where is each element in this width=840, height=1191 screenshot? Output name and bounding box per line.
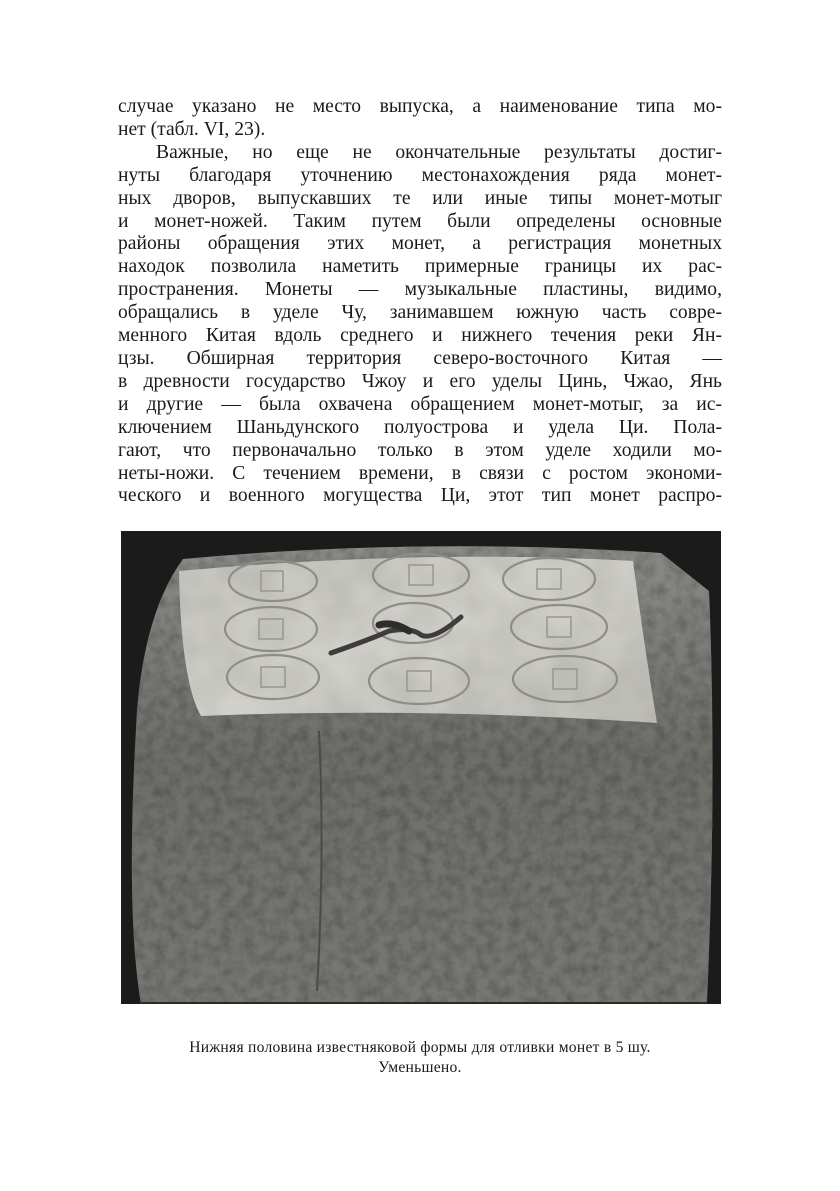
- text-line: в древности государство Чжоу и его уделы Цинь, Чжао, Янь: [118, 370, 722, 392]
- text-line: пространения. Монеты — музыкальные пластины, видимо,: [118, 279, 722, 301]
- stone-mould-photo: [121, 531, 721, 1004]
- figure-caption: [100, 1038, 740, 1078]
- text-line: ных дворов, выпускавших те или иные типы монет-мотыг: [118, 187, 722, 209]
- text-line: нет (табл. VI, 23).: [118, 118, 266, 140]
- text-line: и другие — была охвачена обращением монет-мотыг, за ис-: [118, 393, 722, 415]
- text-line: менного Китая вдоль среднего и нижнего течения реки Ян-: [118, 325, 722, 347]
- text-line: нуты благодаря уточнению местонахождения ряда монет-: [118, 164, 722, 186]
- text-line: ключением Шаньдунского полуострова и удела Ци. Пола-: [118, 416, 722, 438]
- text-line: находок позволила наметить примерные границы их рас-: [118, 256, 722, 278]
- text-line: Важные, но еще не окончательные результаты достиг-: [156, 141, 722, 163]
- text-line: и монет-ножей. Таким путем были определены основные: [118, 210, 722, 232]
- mould-top-face: [179, 557, 657, 723]
- text-line: гают, что первоначально только в этом уделе ходили мо-: [118, 439, 722, 461]
- text-line: цзы. Обширная территория северо-восточного Китая —: [118, 347, 722, 369]
- text-line: ческого и военного могущества Ци, этот тип монет распро-: [118, 485, 722, 507]
- caption-line: Нижняя половина известняковой формы для отливки монет в 5 шу.: [189, 1039, 651, 1056]
- text-line: обращались в уделе Чу, занимавшем южную часть совре-: [118, 302, 722, 324]
- caption-line: Уменьшено.: [378, 1059, 462, 1076]
- body-text: [118, 96, 722, 508]
- text-line: районы обращения этих монет, а регистрация монетных: [118, 233, 722, 255]
- text-line: случае указано не место выпуска, а наименование типа мо-: [118, 96, 722, 117]
- text-line: неты-ножи. С течением времени, в связи с ростом экономи-: [118, 462, 722, 484]
